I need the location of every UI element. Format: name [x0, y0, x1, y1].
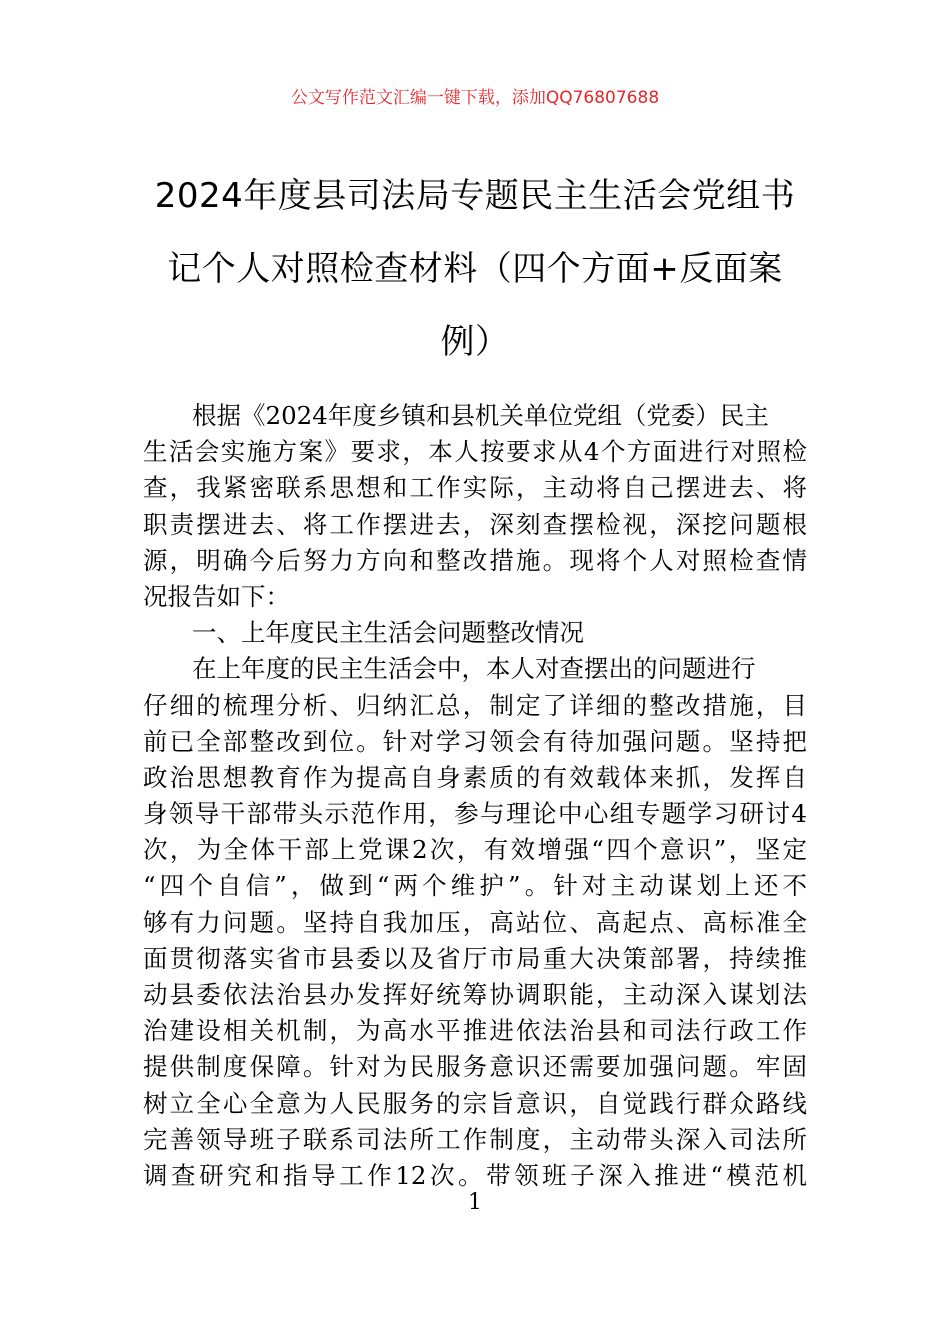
body-line: 完善领导班子联系司法所工作制度，主动带头深入司法所	[143, 1124, 807, 1154]
body-line: 生活会实施方案》要求，本人按要求从4个方面进行对照检	[143, 437, 807, 467]
body-line: 根据《2024年度乡镇和县机关单位党组（党委）民主	[192, 401, 769, 430]
body-line: 前已全部整改到位。针对学习领会有待加强问题。坚持把	[143, 726, 807, 756]
body-line: 面贯彻落实省市县委以及省厅市局重大决策部署，持续推	[143, 943, 807, 973]
body-line: 身领导干部带头示范作用，参与理论中心组专题学习研讨4	[143, 799, 807, 829]
body-line: 调查研究和指导工作12次。带领班子深入推进“模范机	[143, 1160, 807, 1190]
body-line: 够有力问题。坚持自我加压，高站位、高起点、高标准全	[143, 907, 807, 937]
title-line: 记个人对照检查材料（四个方面+反面案	[167, 249, 783, 289]
body-line: 政治思想教育作为提高自身素质的有效载体来抓，发挥自	[143, 762, 807, 792]
body-line: 查，我紧密联系思想和工作实际，主动将自己摆进去、将	[143, 473, 807, 503]
title-line: 2024年度县司法局专题民主生活会党组书	[154, 176, 796, 216]
body-line: 况报告如下：	[143, 581, 290, 611]
body-line: 治建设相关机制，为高水平推进依法治县和司法行政工作	[143, 1016, 807, 1046]
section-heading: 一、上年度民主生活会问题整改情况	[192, 618, 584, 648]
body-line: 职责摆进去、将工作摆进去，深刻查摆检视，深挖问题根	[143, 509, 807, 539]
page-number: 1	[468, 1190, 482, 1215]
download-banner: 公文写作范文汇编一键下载，添加QQ76807688	[290, 88, 660, 108]
body-line: 树立全心全意为人民服务的宗旨意识，自觉践行群众路线	[143, 1088, 807, 1118]
body-line: 源，明确今后努力方向和整改措施。现将个人对照检查情	[143, 545, 807, 575]
body-line: 提供制度保障。针对为民服务意识还需要加强问题。牢固	[143, 1052, 807, 1082]
body-line: 次，为全体干部上党课2次，有效增强“四个意识”，坚定	[143, 835, 807, 865]
document-title	[140, 160, 810, 379]
document-body	[143, 398, 807, 1194]
body-line: 仔细的梳理分析、归纳汇总，制定了详细的整改措施，目	[143, 690, 807, 720]
title-line: 例）	[440, 322, 510, 362]
body-line: 在上年度的民主生活会中，本人对查摆出的问题进行	[192, 654, 756, 684]
body-line: “四个自信”，做到“两个维护”。针对主动谋划上还不	[143, 871, 807, 901]
body-line: 动县委依法治县办发挥好统筹协调职能，主动深入谋划法	[143, 980, 807, 1009]
